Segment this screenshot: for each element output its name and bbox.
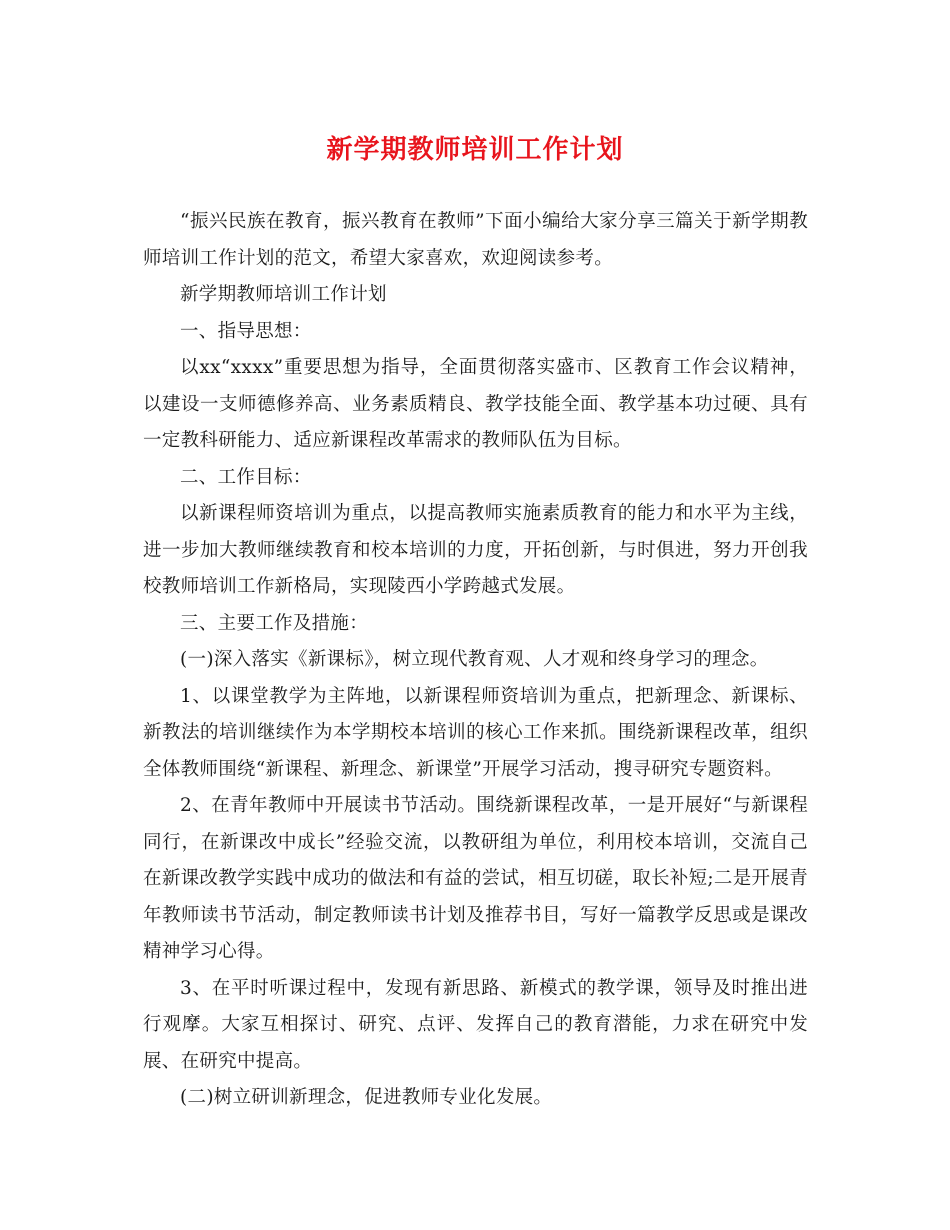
subheading-training-concept: (二)树立研训新理念，促进教师专业化发展。 <box>180 1087 553 1108</box>
measure-item-3: 3、在平时听课过程中，发现有新思路、新模式的教学课，领导及时推出进行观摩。大家互相探讨、研究、点评、发挥自己的教育潜能，力求在研究中发展、在研究中提高。 <box>143 977 808 1072</box>
measure-item-1: 1、以课堂教学为主阵地，以新课程师资培训为重点，把新理念、新课标、新教法的培训继续作为本学期校本培训的核心工作来抓。围绕新课程改革，组织全体教师围绕“新课程、新理念、新课堂”开展学习活动，搜寻研究专题资料。 <box>143 685 808 780</box>
intro-paragraph: “振兴民族在教育，振兴教育在教师”下面小编给大家分享三篇关于新学期教师培训工作计划的范文，希望大家喜欢，欢迎阅读参考。 <box>143 211 808 269</box>
measure-item-2: 2、在青年教师中开展读书节活动。围绕新课程改革，一是开展好“与新课程同行，在新课改中成长”经验交流，以教研组为单位，利用校本培训，交流自己在新课改教学实践中成功的做法和有益的尝试，相互切磋，取长补短;二是开展青年教师读书节活动，制定教师读书计划及推荐书目，写好一篇教学反思或是课改精神学习心得。 <box>143 795 808 962</box>
document-body <box>143 204 808 1117</box>
heading-guiding-thought: 一、指导思想： <box>180 320 312 342</box>
section-heading: 新学期教师培训工作计划 <box>180 284 387 305</box>
work-goals-paragraph: 以新课程师资培训为重点，以提高教师实施素质教育的能力和水平为主线，进一步加大教师继续教育和校本培训的力度，开拓创新，与时俱进，努力开创我校教师培训工作新格局，实现陵西小学跨越式发展。 <box>143 503 808 597</box>
guiding-thought-paragraph: 以xx“xxxx”重要思想为指导，全面贯彻落实盛市、区教育工作会议精神，以建设一支师德修养高、业务素质精良、教学技能全面、教学基本功过硬、具有一定教科研能力、适应新课程改革需求的教师队伍为目标。 <box>143 357 808 451</box>
heading-work-goals: 二、工作目标： <box>180 466 312 488</box>
document-title: 新学期教师培训工作计划 <box>326 135 624 165</box>
subheading-new-curriculum: (一)深入落实《新课标》，树立现代教育观、人才观和终身学习的理念。 <box>180 649 769 670</box>
heading-main-work: 三、主要工作及措施： <box>180 612 369 634</box>
